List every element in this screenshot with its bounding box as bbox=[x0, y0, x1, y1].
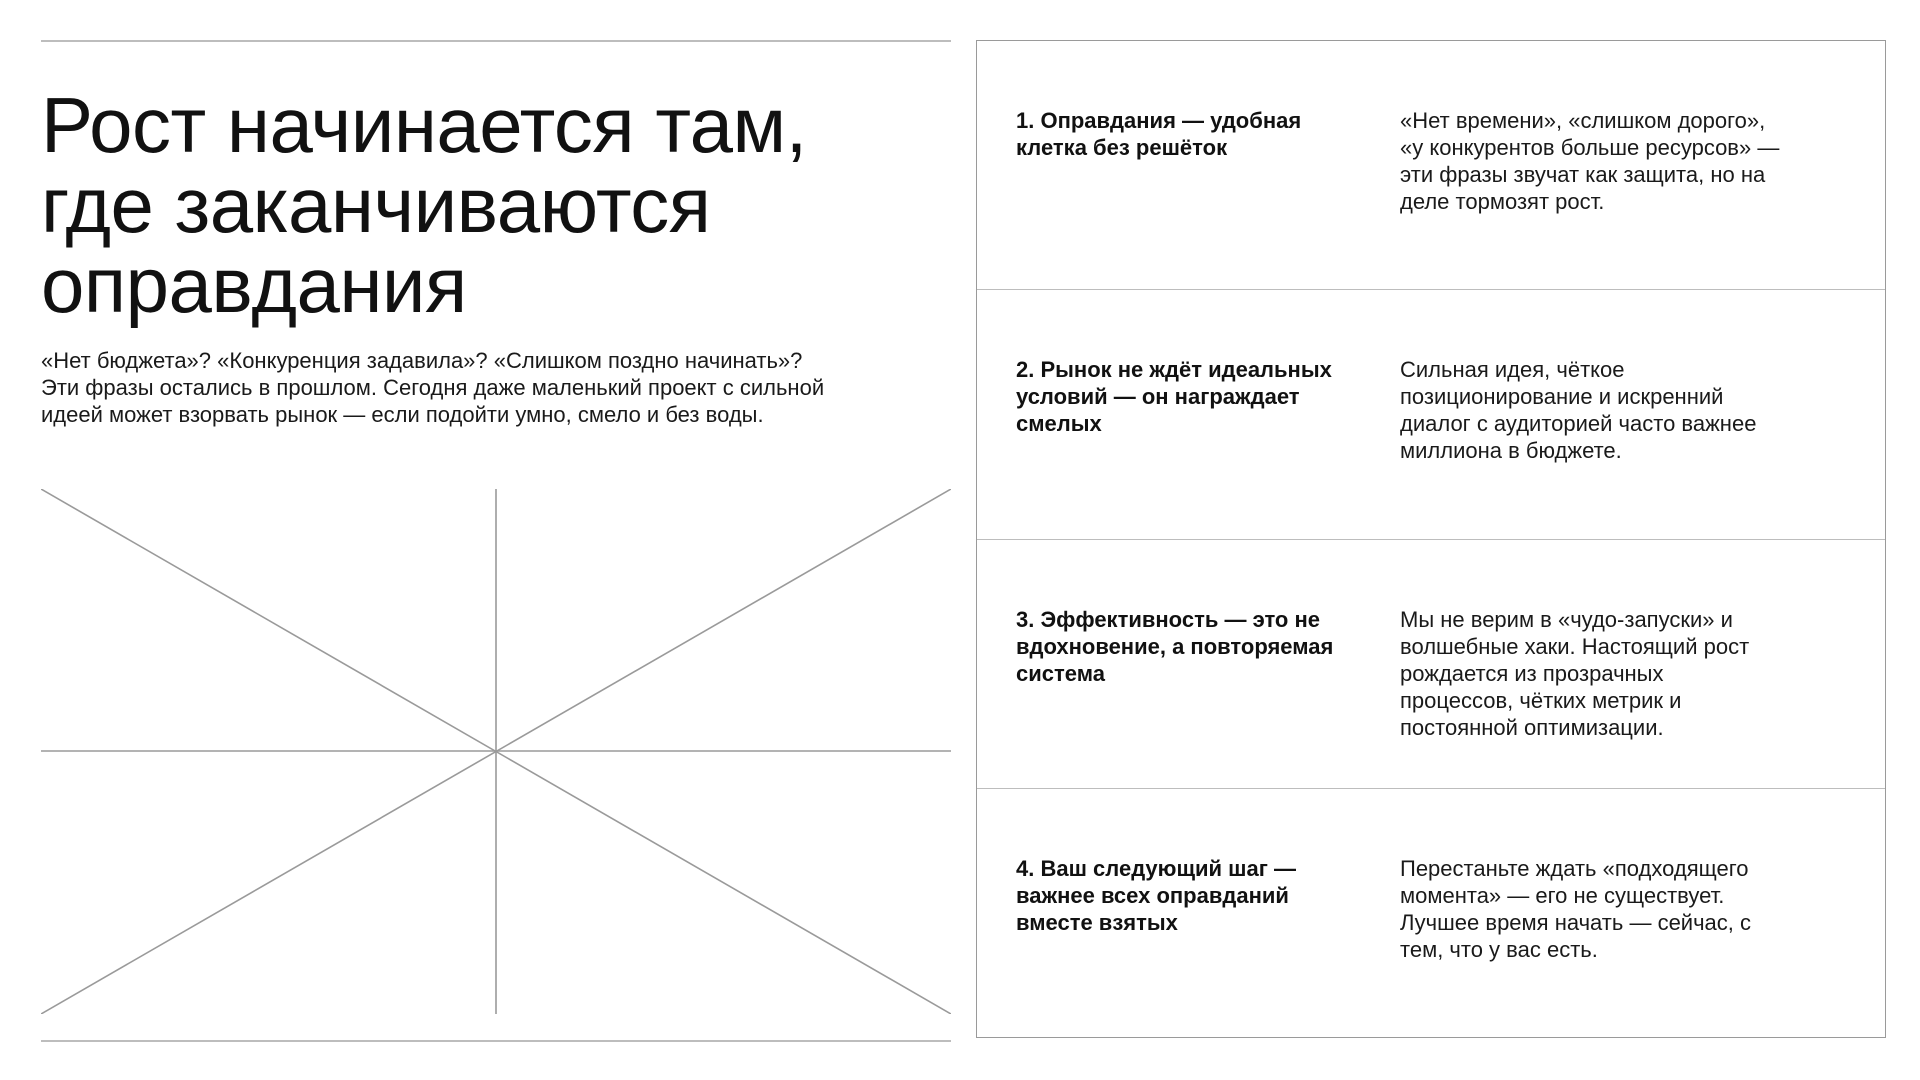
row-text-line: Мы не верим в «чудо-запуски» и bbox=[1400, 606, 1733, 632]
row-title-line: вдохновение, а повторяемая bbox=[1016, 633, 1334, 659]
row-text-line: волшебные хаки. Настоящий рост bbox=[1400, 633, 1750, 659]
row-title bbox=[977, 41, 1400, 289]
row-text-line: эти фразы звучат как защита, но на bbox=[1400, 162, 1766, 187]
row-title bbox=[977, 290, 1400, 538]
row-title bbox=[977, 789, 1400, 1037]
row-text-line: «Нет времени», «слишком дорого», bbox=[1400, 108, 1766, 133]
intro-line: Эти фразы остались в прошлом. Сегодня даже маленький проект с сильной bbox=[41, 375, 825, 400]
row-title-line: 2. Рынок не ждёт идеальных bbox=[1016, 357, 1332, 383]
row-title-line: условий — он награждает bbox=[1016, 384, 1300, 410]
row-text-line: «у конкурентов больше ресурсов» — bbox=[1400, 135, 1780, 160]
table-row bbox=[977, 540, 1885, 789]
headline-line: Рост начинается там, bbox=[41, 81, 807, 169]
row-description bbox=[1400, 540, 1885, 788]
bottom-divider bbox=[41, 1040, 951, 1042]
principles-table bbox=[976, 40, 1886, 1038]
headline bbox=[41, 81, 941, 329]
row-text-line: Сильная идея, чёткое bbox=[1400, 357, 1625, 383]
row-text-line: процессов, чётких метрик и bbox=[1400, 687, 1682, 713]
row-title-line: важнее всех оправданий bbox=[1016, 882, 1289, 908]
row-description bbox=[1400, 290, 1885, 538]
intro-paragraph bbox=[41, 347, 921, 428]
table-row bbox=[977, 290, 1885, 539]
row-title bbox=[977, 540, 1400, 788]
row-text-line: диалог с аудиторией часто важнее bbox=[1400, 411, 1757, 437]
top-divider bbox=[41, 40, 951, 42]
headline-line: оправдания bbox=[41, 241, 467, 329]
row-text-line: тем, что у вас есть. bbox=[1400, 936, 1598, 962]
row-title-line: вместе взятых bbox=[1016, 909, 1178, 935]
row-text-line: миллиона в бюджете. bbox=[1400, 438, 1622, 464]
row-title-line: система bbox=[1016, 660, 1105, 686]
table-row bbox=[977, 41, 1885, 290]
row-text-line: рождается из прозрачных bbox=[1400, 660, 1664, 686]
row-title-line: клетка без решёток bbox=[1016, 135, 1228, 160]
row-text-line: позиционирование и искренний bbox=[1400, 384, 1724, 410]
row-text-line: деле тормозят рост. bbox=[1400, 189, 1605, 214]
row-text-line: Лучшее время начать — сейчас, с bbox=[1400, 909, 1752, 935]
row-text-line: постоянной оптимизации. bbox=[1400, 714, 1664, 740]
row-title-line: смелых bbox=[1016, 411, 1102, 437]
row-description bbox=[1400, 41, 1885, 289]
starburst-line-graphic bbox=[41, 489, 951, 1014]
row-text-line: момента» — его не существует. bbox=[1400, 882, 1725, 908]
row-title-line: 4. Ваш следующий шаг — bbox=[1016, 855, 1297, 881]
headline-line: где заканчиваются bbox=[41, 161, 711, 249]
row-title-line: 1. Оправдания — удобная bbox=[1016, 108, 1302, 133]
row-title-line: 3. Эффективность — это не bbox=[1016, 606, 1321, 632]
row-description bbox=[1400, 789, 1885, 1037]
intro-line: «Нет бюджета»? «Конкуренция задавила»? «Слишком поздно начинать»? bbox=[41, 348, 803, 373]
row-text-line: Перестаньте ждать «подходящего bbox=[1400, 855, 1749, 881]
table-row bbox=[977, 789, 1885, 1037]
intro-line: идеей может взорвать рынок — если подойти умно, смело и без воды. bbox=[41, 402, 764, 427]
